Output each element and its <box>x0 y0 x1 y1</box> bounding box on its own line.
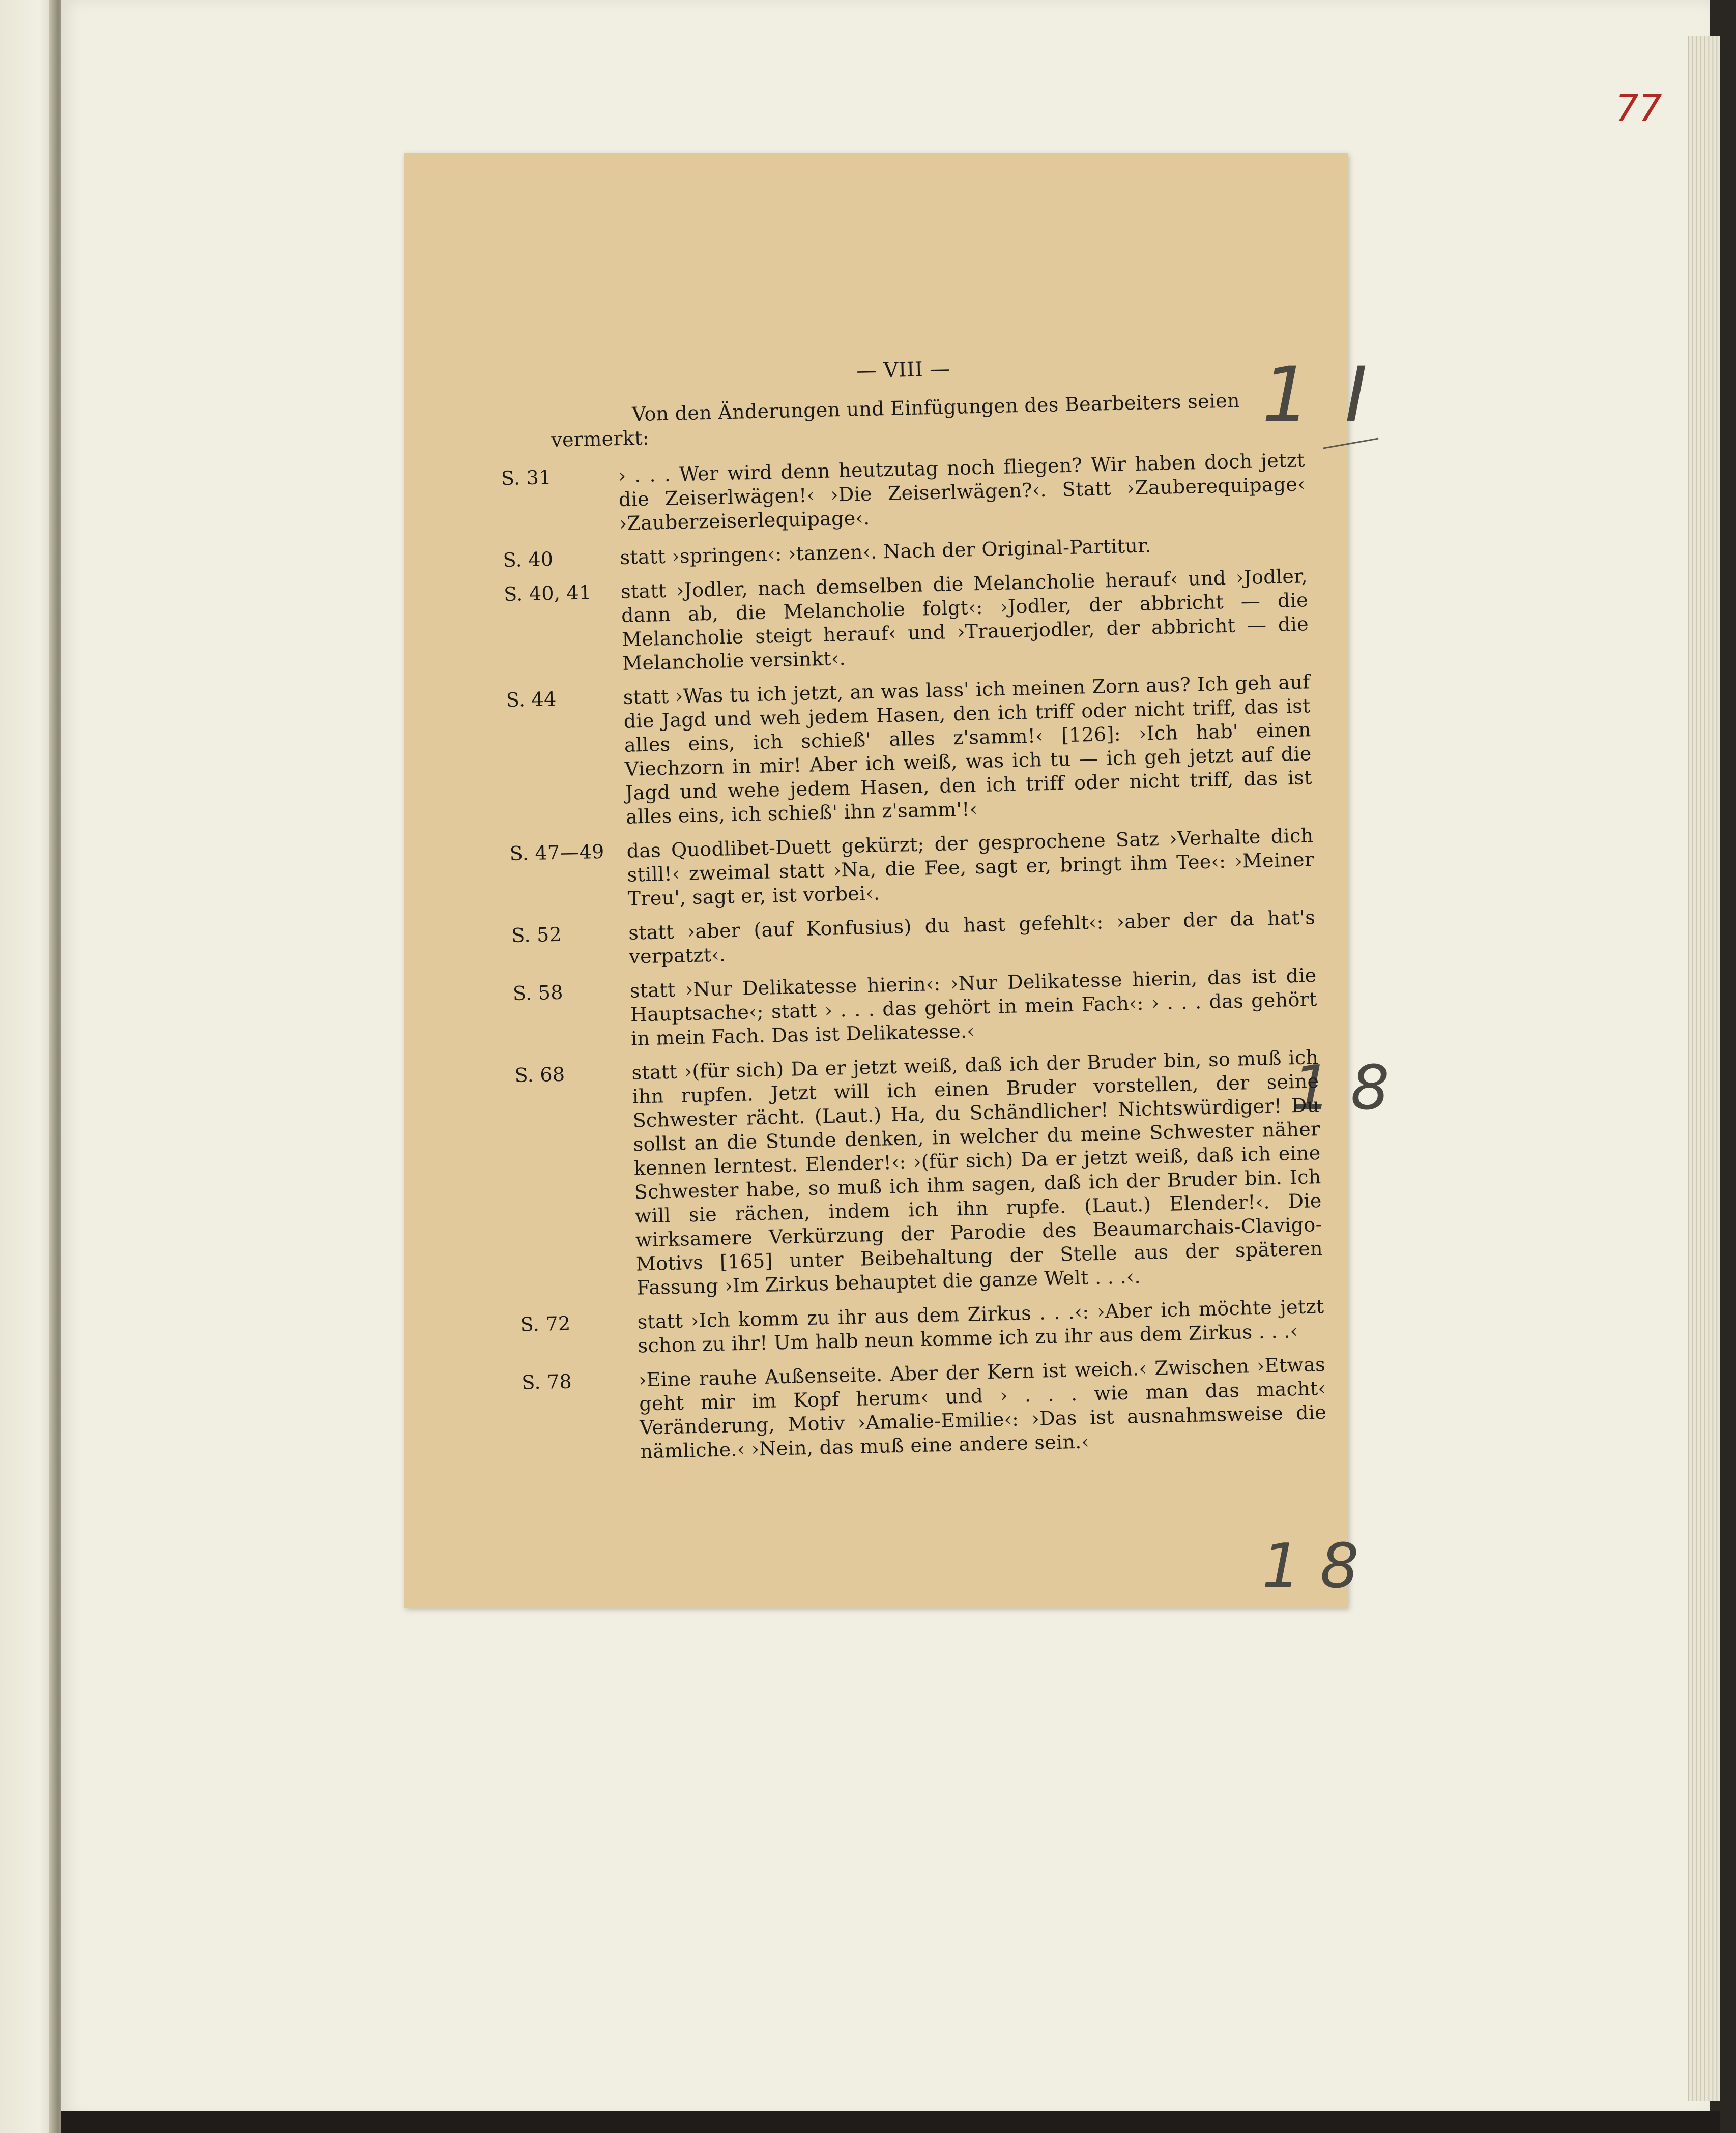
entry-text: statt ›Was tu ich jetzt, an was lass' ich meinen Zorn aus? Ich geh auf die Jagd und weh jedem Hasen, den ich triff oder nicht triff, das ist alles eins, ich schieß' alles z'samm!‹ [126]: ›Ich hab' einen Viechzorn in mir! Aber ich weiß, was ich tu — ich geh jetzt auf die Jagd und wehe jedem Hasen, den ich triff oder nicht triff, das ist alles eins, ich schieß' ihn z'samm'!‹ <box>623 670 1313 828</box>
list-item <box>506 670 1313 831</box>
page-header: — VIII — <box>856 357 950 383</box>
list-item <box>521 1353 1327 1466</box>
folio-number: 77 <box>1615 86 1662 129</box>
entry-text: statt ›aber (auf Konfusius) du hast gefehlt‹: ›aber der da hat's verpatzt‹. <box>628 906 1316 968</box>
entry-text: ›Eine rauhe Außenseite. Aber der Kern ist weich.‹ Zwischen ›Etwas geht mir im Kopf herum‹ und › . . . wie man das macht‹ Veränderung, Motiv ›Amalie-Emilie‹: ›Das ist ausnahmsweise die nämliche.‹ ›Nein, das muß eine andere sein.‹ <box>638 1353 1327 1463</box>
entry-text: statt ›Ich komm zu ihr aus dem Zirkus . . .‹: ›Aber ich möchte jetzt schon zu ihr! Um halb neun komme ich zu ihr aus dem Zirkus . . .‹ <box>637 1295 1324 1357</box>
page-reference: S. 47—49 <box>509 840 605 865</box>
list-item <box>501 448 1306 537</box>
entry-text: › . . . Wer wird denn heutzutag noch fliegen? Wir haben doch jetzt die Zeiserlwägen!‹ ›Die Zeiserlwägen?‹. Statt ›Zauberequipage‹ ›Zauberzeiserlequipage‹. <box>618 449 1306 535</box>
entry-text: statt ›Jodler, nach demselben die Melancholie herauf‹ und ›Jodler, dann ab, die Melancholie folgt‹: ›Jodler, der abbricht — die Melancholie steigt herauf‹ und ›Trauerjodler, der abbricht — die Melancholie versinkt‹. <box>620 565 1309 675</box>
page-reference: S. 72 <box>520 1312 571 1336</box>
left-page-edge <box>0 0 56 2133</box>
list-item <box>503 564 1310 677</box>
page-reference: S. 78 <box>521 1370 572 1394</box>
page-reference: S. 58 <box>512 981 564 1005</box>
page-stack-edges <box>1688 36 1720 2101</box>
list-item <box>512 963 1318 1053</box>
list-item <box>520 1295 1325 1360</box>
list-item <box>511 905 1316 971</box>
bottom-edge <box>61 2111 1720 2133</box>
intro-paragraph: Von den Änderungen und Einfügungen des Bearbeiters seien vermerkt: <box>551 389 1240 451</box>
page-reference: S. 40 <box>503 547 554 572</box>
entry-text: statt ›springen‹: ›tanzen‹. Nach der Original-Partitur. <box>620 534 1152 569</box>
page-reference: S. 44 <box>506 687 557 712</box>
entry-text: statt ›Nur Delikatesse hierin‹: ›Nur Delikatesse hierin, das ist die Hauptsache‹; statt › . . . das gehört in mein Fach‹: › . . . das gehört in mein Fach. Das ist Delikatesse.‹ <box>629 964 1318 1050</box>
page-reference: S. 40, 41 <box>503 581 592 606</box>
page-reference: S. 31 <box>501 465 552 490</box>
list-item <box>514 1045 1323 1301</box>
entry-text: das Quodlibet-Duett gekürzt; der gesprochene Satz ›Verhalte dich still!‹ zweimal statt ›Na, die Fee, sagt er, bringt ihm Tee‹: ›Meiner Treu', sagt er, ist vorbei‹. <box>626 824 1314 910</box>
pencil-roman-numeral: 1 I <box>1262 351 1373 440</box>
page-reference: S. 68 <box>514 1063 565 1087</box>
list-item <box>509 824 1315 913</box>
entry-text: statt ›(für sich) Da er jetzt weiß, daß ich der Bruder bin, so muß ich ihn rupfen. Jetzt will ich einen Bruder vorstellen, der seine Schwester rächt. (Laut.) Ha, du Schändlicher! Nichtswürdiger! Du sollst an die Stunde denken, in welcher du meine Schwester näher kennen lerntest. Elender!‹: ›(für sich) Da er jetzt weiß, daß ich eine Schwester habe, so muß ich ihm sagen, daß ich der Bruder bin. Ich will sie rächen, indem ich ihn rupfe. (Laut.) Elender!‹. Die wirksamere Verkürzung der Parodie des Beaumarchais-Clavigo-Motivs [165] unter Beibehaltung der Stelle aus der späteren Fassung ›Im Zirkus behauptet die ganze Welt . . .‹. <box>631 1046 1323 1299</box>
leaflet-text <box>501 349 1327 1475</box>
pencil-margin-note: 1 8 <box>1262 1531 1359 1602</box>
pencil-margin-note: 1 8 <box>1292 1053 1390 1124</box>
list-item <box>503 530 1307 572</box>
page-reference: S. 52 <box>511 923 562 947</box>
